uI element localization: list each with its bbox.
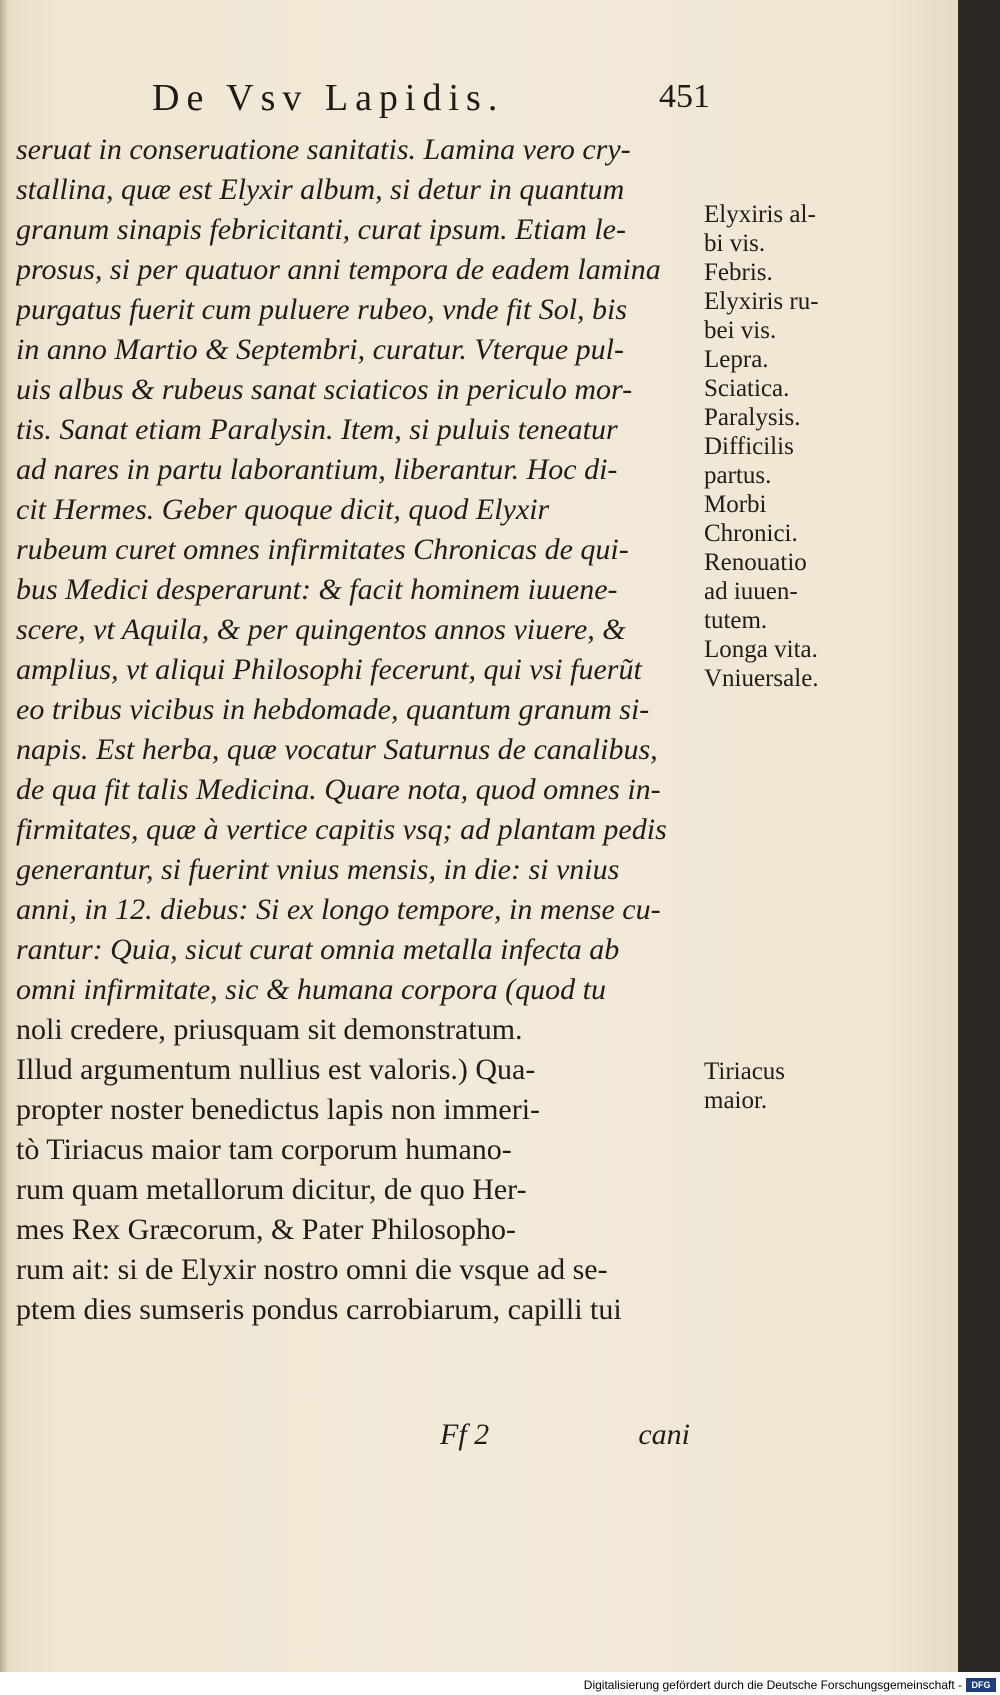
- text-line: uis albus & rubeus sanat sciaticos in periculo mor-: [16, 373, 633, 406]
- book-edge: [958, 0, 1000, 1672]
- text-line: rantur: Quia, sicut curat omnia metalla infecta ab: [16, 933, 620, 966]
- margin-note: Elyxiris ru-: [704, 288, 819, 315]
- text-line: de qua fit talis Medicina. Quare nota, quod omnes in-: [16, 773, 661, 806]
- text-line: rum quam metallorum dicitur, de quo Her-: [16, 1173, 527, 1206]
- text-line: purgatus fuerit cum puluere rubeo, vnde fit Sol, bis: [16, 293, 628, 326]
- text-line: Illud argumentum nullius est valoris.) Qua-: [16, 1053, 536, 1086]
- page-number: 451: [659, 78, 710, 115]
- text-line: granum sinapis febricitanti, curat ipsum. Etiam le-: [16, 213, 626, 246]
- margin-note: bi vis.: [704, 230, 766, 257]
- text-line: mes Rex Græcorum, & Pater Philosopho-: [16, 1213, 516, 1246]
- margin-note: Chronici.: [704, 520, 798, 547]
- page-footer-line: [440, 1418, 690, 1458]
- digitization-footer: [0, 1675, 1000, 1695]
- margin-note: maior.: [704, 1087, 768, 1114]
- text-line: noli credere, priusquam sit demonstratum.: [16, 1013, 523, 1046]
- page-gutter-shadow: [0, 0, 8, 1672]
- text-line: cit Hermes. Geber quoque dicit, quod Elyxir: [16, 493, 550, 526]
- text-line: napis. Est herba, quæ vocatur Saturnus de canalibus,: [16, 733, 658, 766]
- margin-spacer: [704, 693, 864, 1057]
- text-line: anni, in 12. diebus: Si ex longo tempore, in mense cu-: [16, 893, 661, 926]
- text-line: ad nares in partu laborantium, liberantur. Hoc di-: [16, 453, 618, 486]
- text-line: propter noster benedictus lapis non immeri-: [16, 1093, 541, 1126]
- text-line: omni infirmitate, sic & humana corpora (quod tu: [16, 973, 606, 1006]
- margin-note: Paralysis.: [704, 404, 801, 431]
- signature-mark: Ff 2: [440, 1418, 490, 1451]
- text-line: tò Tiriacus maior tam corporum humano-: [16, 1133, 512, 1166]
- text-line: in anno Martio & Septembri, curatur. Vterque pul-: [16, 333, 624, 366]
- margin-note: Morbi: [704, 491, 767, 518]
- text-line: generantur, si fuerint vnius mensis, in die: si vnius: [16, 853, 620, 886]
- text-line: stallina, quæ est Elyxir album, si detur in quantum: [16, 173, 625, 206]
- text-line: scere, vt Aquila, & per quingentos annos viuere, &: [16, 613, 626, 646]
- margin-note: Febris.: [704, 259, 773, 286]
- margin-notes: [704, 200, 864, 1115]
- margin-note: bei vis.: [704, 317, 777, 344]
- margin-note: Difficilis: [704, 433, 794, 460]
- margin-note: Longa vita.: [704, 636, 818, 663]
- margin-note: Tiriacus: [704, 1058, 786, 1085]
- text-line: firmitates, quæ à vertice capitis vsq; ad plantam pedis: [16, 813, 667, 846]
- dfg-logo: DFG: [966, 1678, 996, 1692]
- text-line: rubeum curet omnes infirmitates Chronicas de qui-: [16, 533, 629, 566]
- text-line: bus Medici desperarunt: & facit hominem iuuene-: [16, 573, 618, 606]
- text-line: eo tribus vicibus in hebdomade, quantum granum si-: [16, 693, 650, 726]
- funding-credit: Digitalisierung gefördert durch die Deutsche Forschungsgemeinschaft -: [583, 1678, 962, 1692]
- margin-note: Renouatio: [704, 549, 807, 576]
- margin-note: ad iuuen-: [704, 578, 798, 605]
- margin-note: Sciatica.: [704, 375, 790, 402]
- text-line: amplius, vt aliqui Philosophi fecerunt, qui vsi fuerũt: [16, 653, 642, 686]
- margin-note: tutem.: [704, 607, 768, 634]
- catchword: cani: [638, 1418, 690, 1451]
- text-line: ptem dies sumseris pondus carrobiarum, capilli tui: [16, 1293, 622, 1326]
- margin-note: Elyxiris al-: [704, 201, 816, 228]
- text-line: seruat in conseruatione sanitatis. Lamina vero cry-: [16, 133, 631, 166]
- main-text-column: [16, 130, 706, 1330]
- margin-note: partus.: [704, 462, 772, 489]
- text-line: rum ait: si de Elyxir nostro omni die vsque ad se-: [16, 1253, 608, 1286]
- page-header: [140, 70, 710, 120]
- text-line: prosus, si per quatuor anni tempora de eadem lamina: [16, 253, 661, 286]
- margin-note: Lepra.: [704, 346, 769, 373]
- margin-note: Vniuersale.: [704, 665, 819, 692]
- running-title: De Vsv Lapidis.: [152, 77, 505, 119]
- text-line: tis. Sanat etiam Paralysin. Item, si puluis teneatur: [16, 413, 618, 446]
